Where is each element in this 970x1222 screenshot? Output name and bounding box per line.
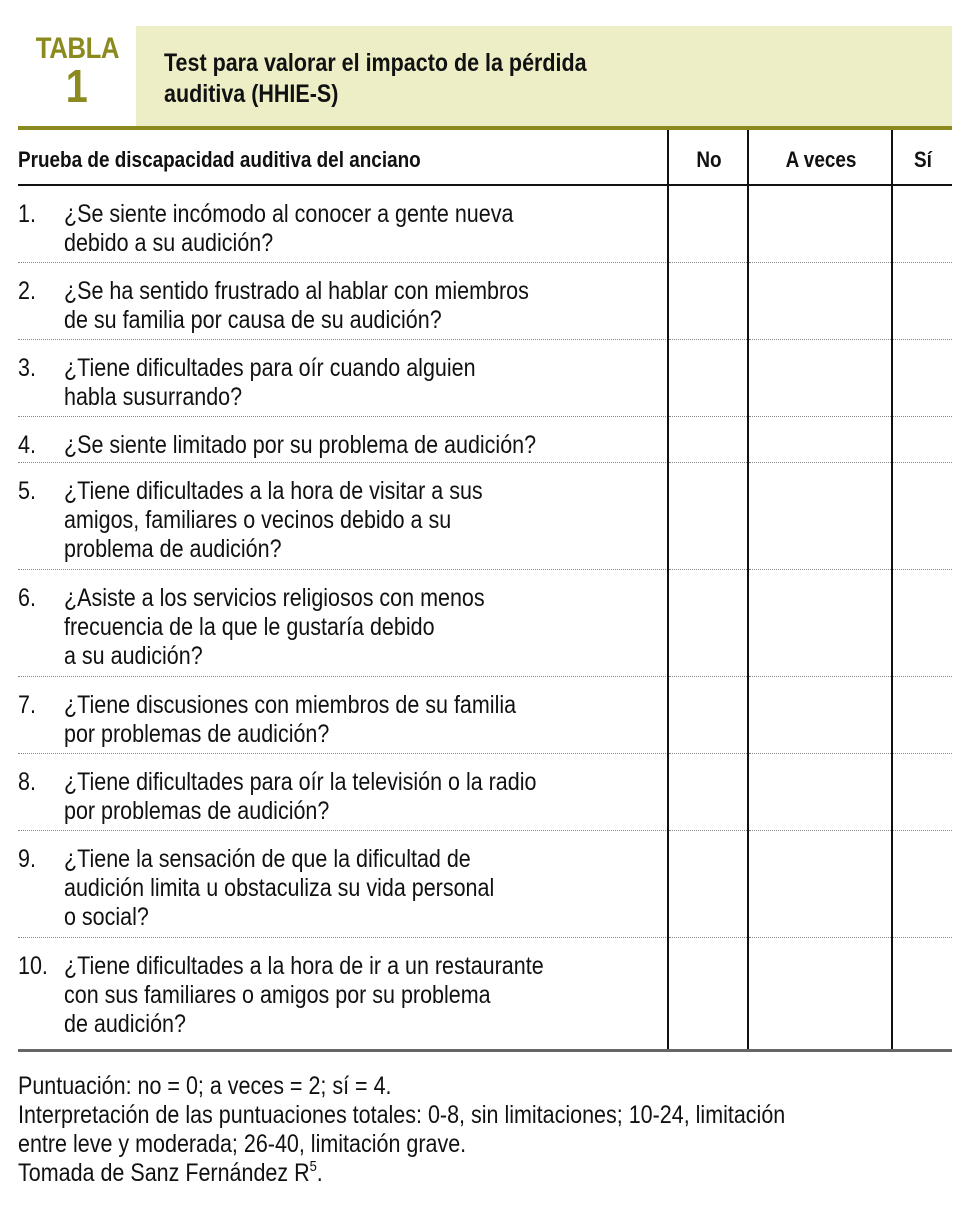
question-text-line: ¿Tiene dificultades a la hora de ir a un restaurante [64, 952, 544, 980]
question-text-line: ¿Tiene discusiones con miembros de su familia [64, 691, 517, 719]
question-text-line: ¿Se siente incómodo al conocer a gente nueva [64, 200, 514, 228]
answer-cell-divider [749, 830, 891, 831]
question-text [64, 431, 536, 460]
table-row [18, 754, 668, 831]
question-number: 7. [18, 691, 36, 719]
answer-cell-divider [893, 339, 952, 340]
question-text [64, 768, 536, 826]
questionnaire-table [18, 130, 952, 1052]
table-row [18, 831, 668, 938]
footnote-source [18, 1159, 821, 1188]
column-header-question: Prueba de discapacidad auditiva del anciano [18, 147, 421, 172]
answer-cell-divider [893, 830, 952, 831]
column-divider-a-veces [747, 130, 749, 1050]
answer-cell-divider [893, 569, 952, 570]
footnote-scoring: Puntuación: no = 0; a veces = 2; sí = 4. [18, 1072, 392, 1100]
question-text [64, 277, 529, 335]
answer-cell-divider [893, 416, 952, 417]
table-header [18, 26, 952, 127]
question-text-line: por problemas de audición? [64, 720, 330, 748]
answer-cell-divider [669, 339, 747, 340]
question-text-line: por problemas de audición? [64, 797, 330, 825]
table-row [18, 186, 668, 263]
answer-cell-divider [749, 462, 891, 463]
question-number: 4. [18, 431, 36, 459]
question-text-line: ¿Asiste a los servicios religiosos con menos [64, 584, 485, 612]
column-header-no: No [696, 147, 722, 172]
question-text-line: con sus familiares o amigos por su problema [64, 981, 491, 1009]
table-title-line-2: auditiva (HHIE-S) [164, 80, 339, 108]
table-number: 1 [65, 60, 89, 112]
question-text-line: ¿Tiene dificultades a la hora de visitar a sus [64, 477, 483, 505]
question-text-line: habla susurrando? [64, 383, 243, 411]
question-text-line: debido a su audición? [64, 229, 274, 257]
question-text-line: frecuencia de la que le gustaría debido [64, 613, 435, 641]
question-text [64, 952, 544, 1039]
question-text-line: ¿Tiene dificultades para oír cuando alguien [64, 354, 476, 382]
question-number: 6. [18, 584, 36, 612]
question-text [64, 845, 494, 932]
footnote-interpretation-1: Interpretación de las puntuaciones totales: 0-8, sin limitaciones; 10-24, limitación [18, 1101, 786, 1129]
answer-cell-divider [749, 339, 891, 340]
question-text-line: de su familia por causa de su audición? [64, 306, 442, 334]
question-text [64, 354, 476, 412]
question-text-line: problema de audición? [64, 535, 282, 563]
answer-cell-divider [669, 937, 747, 938]
table-footnote [18, 1072, 952, 1188]
question-text-line: a su audición? [64, 642, 203, 670]
answer-cell-divider [893, 262, 952, 263]
table-label: TABLA [35, 32, 119, 65]
table-row [18, 938, 668, 1045]
table-title-line-1: Test para valorar el impacto de la pérdida [164, 49, 587, 77]
question-text-line: o social? [64, 903, 149, 931]
question-number: 2. [18, 277, 36, 305]
answer-cell-divider [669, 416, 747, 417]
answer-cell-divider [749, 416, 891, 417]
table-title-box [136, 26, 952, 127]
table-bottom-rule [18, 1049, 952, 1052]
question-number: 3. [18, 354, 36, 382]
answer-cell-divider [893, 753, 952, 754]
table-head-row [18, 130, 952, 186]
question-text-line: ¿Se siente limitado por su problema de audición? [64, 431, 537, 459]
answer-cell-divider [893, 676, 952, 677]
question-text [64, 477, 483, 564]
answer-cell-divider [669, 569, 747, 570]
question-number: 9. [18, 845, 36, 873]
answer-cell-divider [669, 676, 747, 677]
question-text-line: amigos, familiares o vecinos debido a su [64, 506, 452, 534]
footnote-source-text: Tomada de Sanz Fernández R [18, 1159, 310, 1187]
table-row [18, 677, 668, 754]
answer-cell-divider [669, 830, 747, 831]
table-label-box [18, 26, 136, 127]
question-text-line: ¿Se ha sentido frustrado al hablar con miembros [64, 277, 529, 305]
question-text-line: ¿Tiene dificultades para oír la televisión o la radio [64, 768, 537, 796]
answer-cell-divider [749, 937, 891, 938]
question-text-line: audición limita u obstaculiza su vida personal [64, 874, 495, 902]
answer-cell-divider [893, 937, 952, 938]
question-text [64, 584, 485, 671]
column-header-si: Sí [914, 147, 932, 172]
column-header-a-veces: A veces [785, 147, 857, 172]
question-text-line: ¿Tiene la sensación de que la dificultad de [64, 845, 471, 873]
question-number: 1. [18, 200, 36, 228]
column-divider-si [891, 130, 893, 1050]
question-text [64, 200, 513, 258]
table-row [18, 417, 668, 463]
answer-cell-divider [893, 462, 952, 463]
question-number: 8. [18, 768, 36, 796]
answer-cell-divider [749, 676, 891, 677]
question-text-line: de audición? [64, 1010, 186, 1038]
answer-cell-divider [749, 262, 891, 263]
table-row [18, 263, 668, 340]
answer-cell-divider [669, 753, 747, 754]
answer-cell-divider [749, 753, 891, 754]
question-number: 10. [18, 952, 48, 980]
table-row [18, 570, 668, 677]
table-row [18, 340, 668, 417]
question-text [64, 691, 516, 749]
question-number: 5. [18, 477, 36, 505]
answer-cell-divider [749, 569, 891, 570]
footnote-interpretation-2: entre leve y moderada; 26-40, limitación grave. [18, 1130, 467, 1158]
column-divider-no [667, 130, 669, 1050]
footnote-source-ref: 5 [309, 1158, 317, 1175]
footnote-source-end: . [316, 1159, 323, 1187]
answer-cell-divider [669, 462, 747, 463]
table-row [18, 463, 668, 570]
answer-cell-divider [669, 262, 747, 263]
